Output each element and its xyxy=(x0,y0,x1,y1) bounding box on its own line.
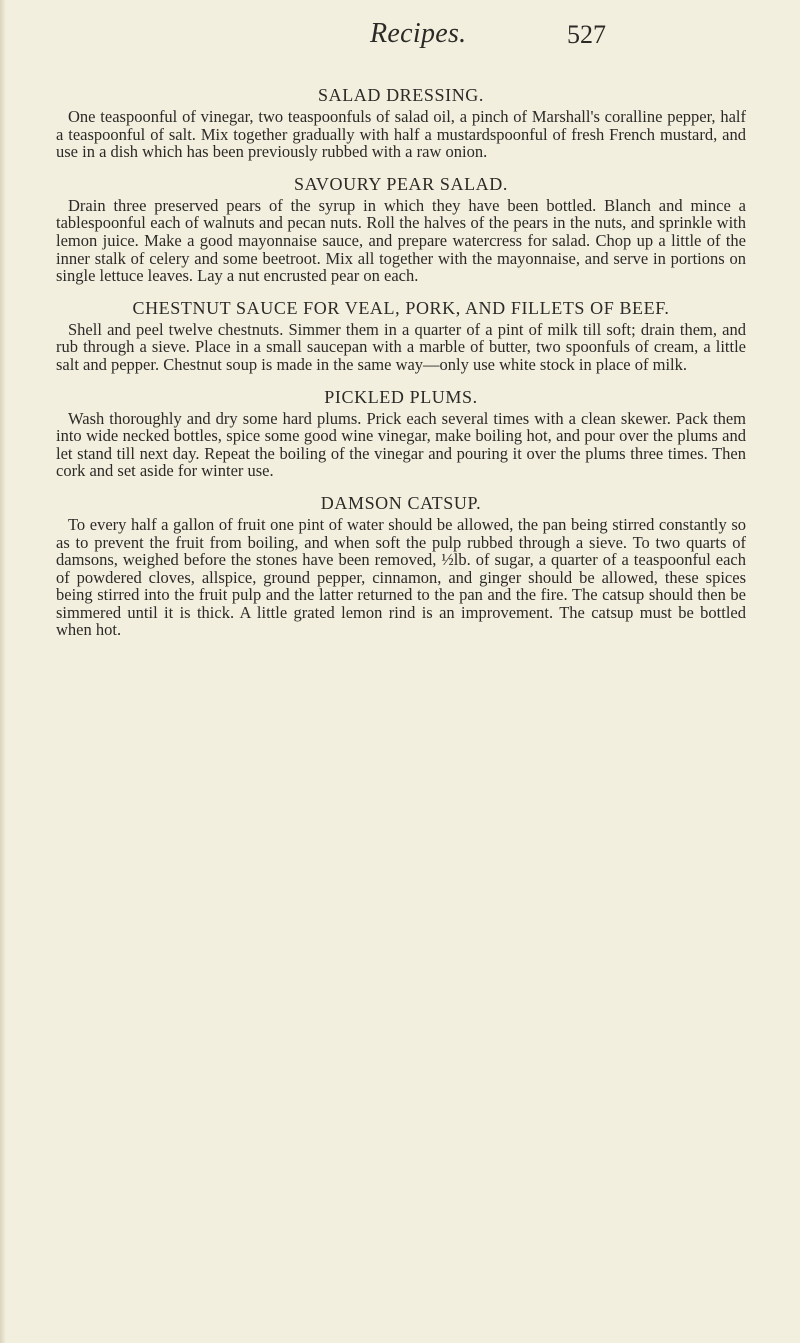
page-edge-shadow xyxy=(0,0,6,1343)
recipe-content xyxy=(56,86,746,653)
recipe-heading: SALAD DRESSING. xyxy=(317,85,485,105)
recipe-chestnut-sauce xyxy=(56,299,746,374)
running-title: Recipes. xyxy=(370,18,467,49)
page-header xyxy=(0,18,800,62)
recipe-body: To every half a gallon of fruit one pint of water should be allowed, the pan being stirred constantly so as to prevent the fruit from boiling, and when soft the pulp rubbed through a sieve. To two quarts of damsons, weighed before the stones have been removed, ½lb. of sugar, a quarter of a teaspoonful each of powdered cloves, allspice, ground pepper, cinnamon, and ginger should be allowed, these spices being stirred into the fruit pulp and the latter returned to the pan and the fire. The catsup should then be simmered until it is thick. A little grated lemon rind is an improvement. The catsup must be bottled when hot. xyxy=(56,514,746,640)
recipe-damson-catsup xyxy=(56,494,746,639)
recipe-body: Wash thoroughly and dry some hard plums. Prick each several times with a clean skewer. Pack them into wide necked bottles, spice some good wine vinegar, make boiling hot, and pour over the plums and let stand till next day. Repeat the boiling of the vinegar and pouring it over the plums three times. Then cork and set aside for winter use. xyxy=(56,408,746,481)
recipe-salad-dressing xyxy=(56,86,746,161)
page-number: 527 xyxy=(567,20,606,49)
recipe-body: One teaspoonful of vinegar, two teaspoonfuls of salad oil, a pinch of Marshall's coralline pepper, half a teaspoonful of salt. Mix together gradually with half a mustardspoonful of fresh French mustard, and use in a dish which has been previously rubbed with a raw onion. xyxy=(56,107,746,162)
recipe-heading: DAMSON CATSUP. xyxy=(320,492,482,513)
recipe-heading: CHESTNUT SAUCE FOR VEAL, PORK, AND FILLETS OF BEEF. xyxy=(132,297,670,318)
recipe-heading: PICKLED PLUMS. xyxy=(324,386,478,407)
recipe-pickled-plums xyxy=(56,388,746,480)
recipe-heading: SAVOURY PEAR SALAD. xyxy=(294,173,508,194)
recipe-body: Shell and peel twelve chestnuts. Simmer them in a quarter of a pint of milk till soft; drain them, and rub through a sieve. Place in a small saucepan with a marble of butter, two spoonfuls of cream, a little salt and pepper. Chestnut soup is made in the same way—only use white stock in place of milk. xyxy=(56,319,746,374)
recipe-savoury-pear-salad xyxy=(56,175,746,285)
recipe-body: Drain three preserved pears of the syrup in which they have been bottled. Blanch and mince a tablespoonful each of walnuts and pecan nuts. Roll the halves of the pears in the nuts, and sprinkle with lemon juice. Make a good mayonnaise sauce, and prepare watercress for salad. Chop up a little of the inner stalk of celery and some beetroot. Mix all together with the mayonnaise, and serve in portions on single lettuce leaves. Lay a nut encrusted pear on each. xyxy=(56,195,746,286)
